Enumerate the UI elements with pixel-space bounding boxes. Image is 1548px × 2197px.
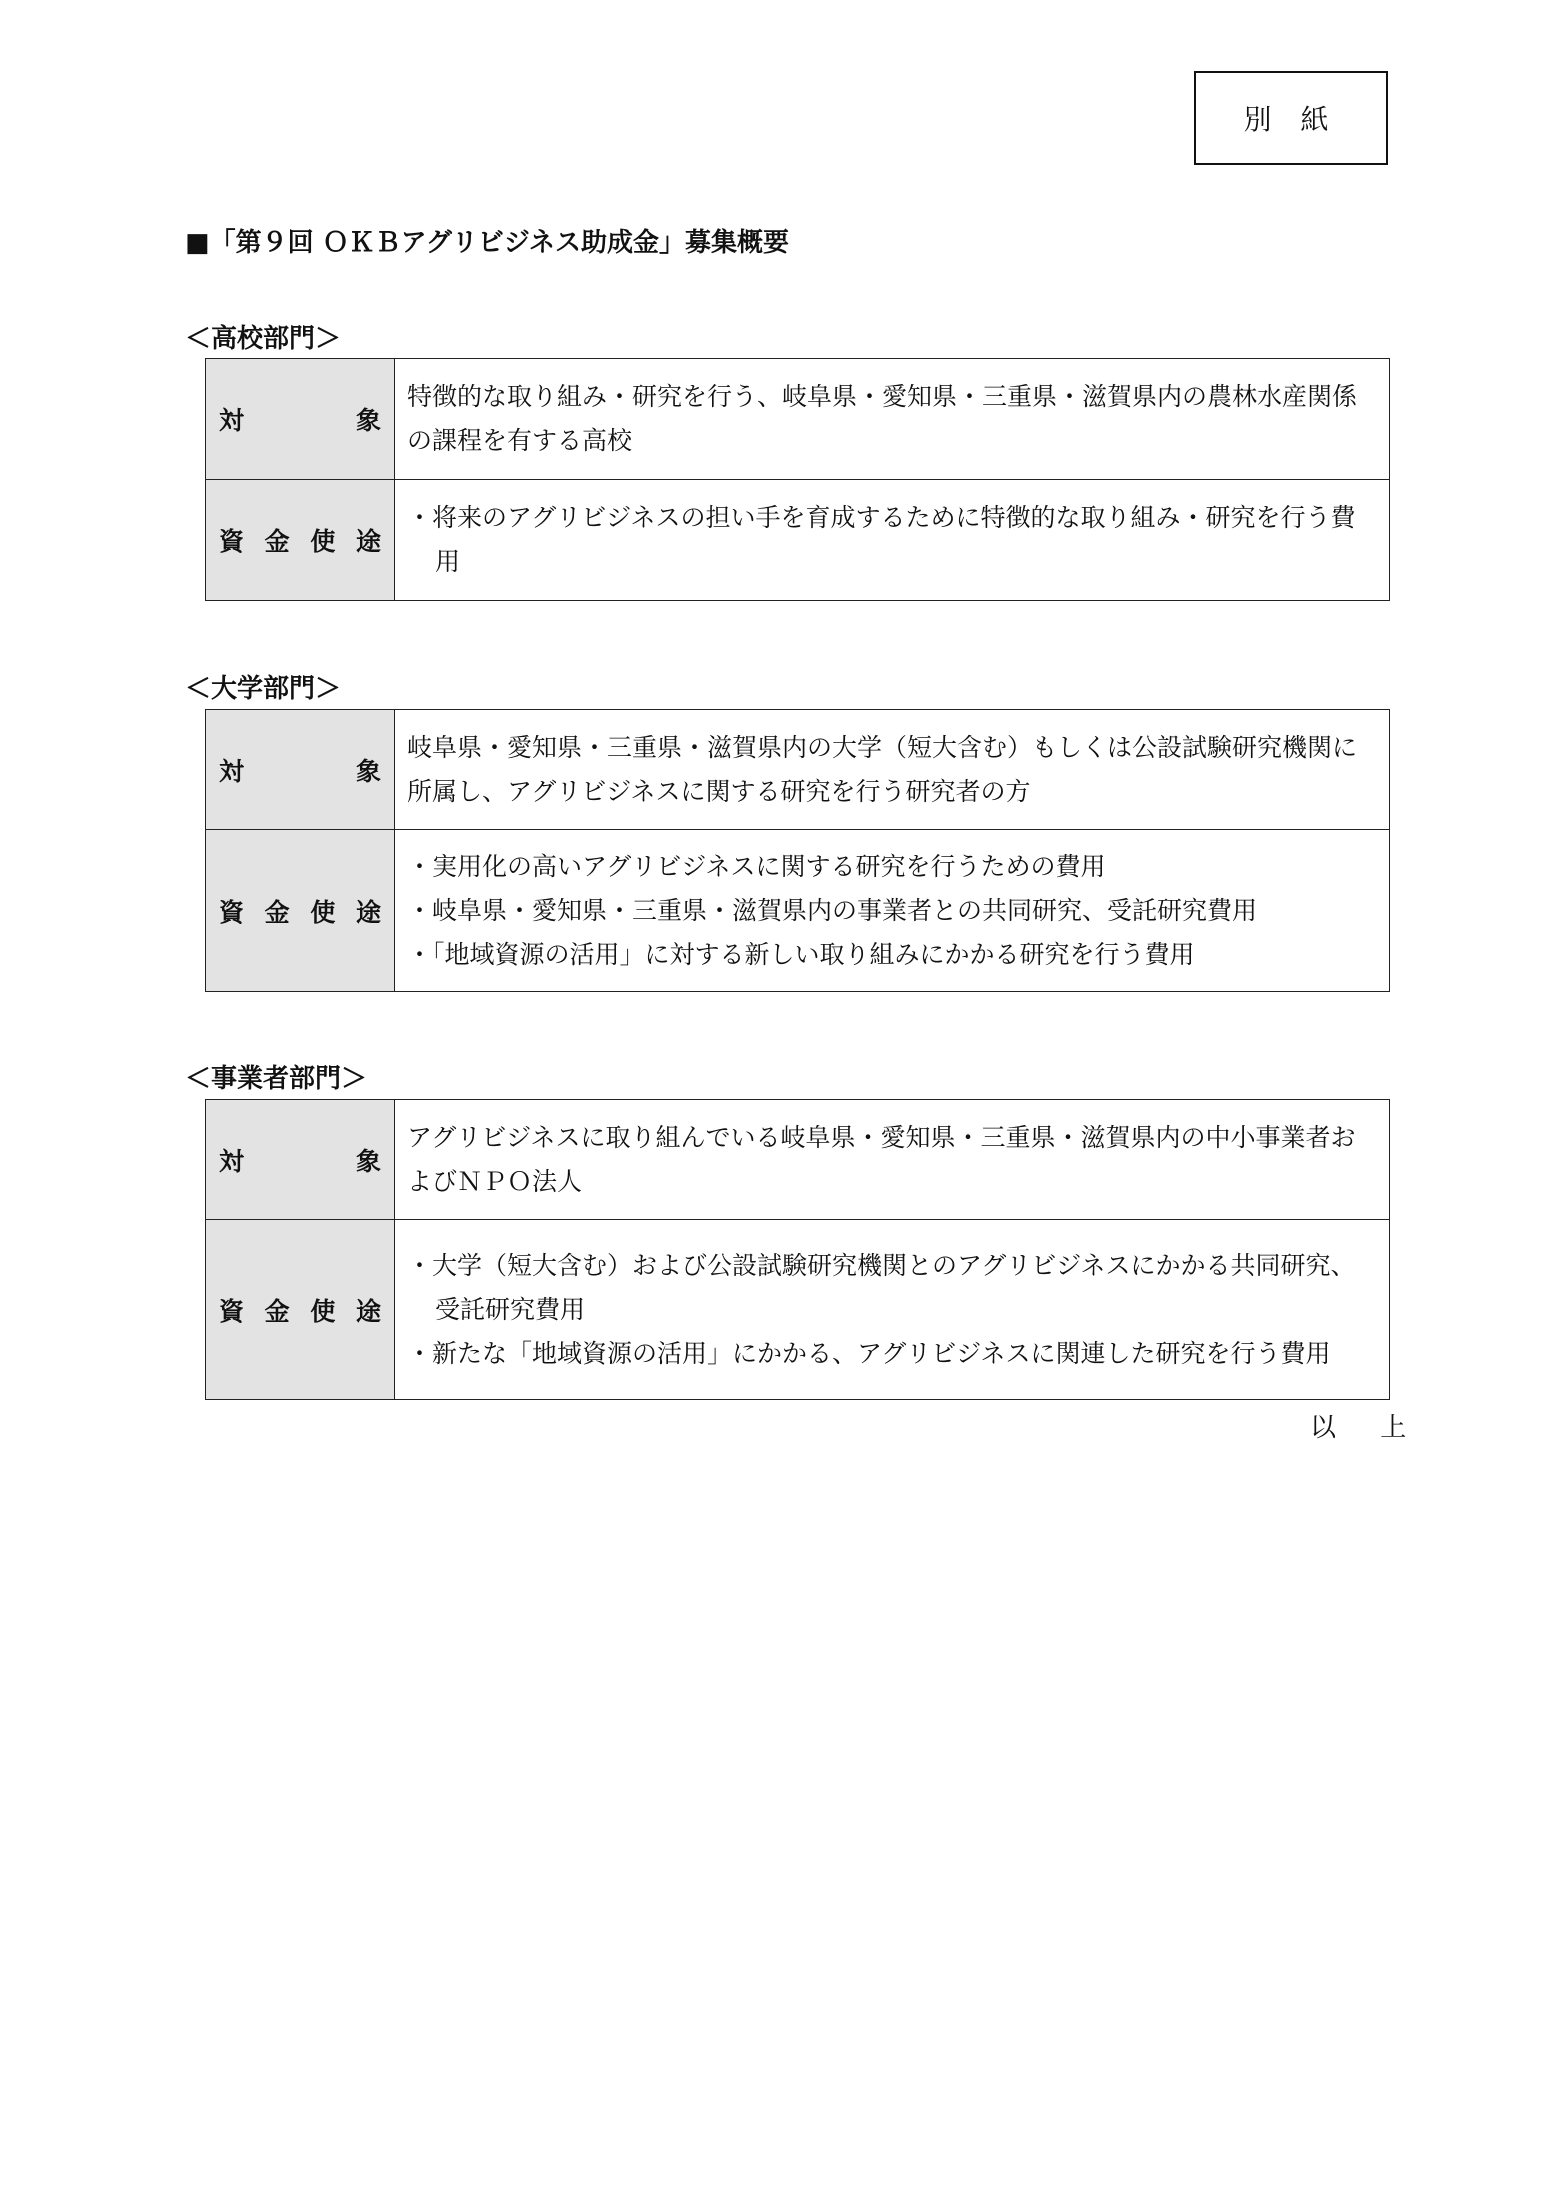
- fund-use-item: ・「地域資源の活用」に対する新しい取り組みにかかる研究を行う費用: [407, 939, 1195, 969]
- section-heading-business: ＜事業者部門＞: [185, 1064, 368, 1094]
- table-row: [206, 480, 1390, 601]
- fund-use-label-char: 使: [310, 897, 336, 927]
- target-content: 特徴的な取り組み・研究を行う、岐阜県・愛知県・三重県・滋賀県内の農林水産関係の課程を有する高校: [395, 359, 1390, 480]
- fund-use-label-char: 途: [355, 527, 381, 556]
- fund-use-item: ・岐阜県・愛知県・三重県・滋賀県内の事業者との共同研究、受託研究費用: [407, 895, 1258, 925]
- appendix-label: 別 紙: [1243, 103, 1339, 136]
- fund-use-label-char: 使: [310, 527, 336, 556]
- fund-use-item: ・将来のアグリビジネスの担い手を育成するために特徴的な取り組み・研究を行う費用: [407, 503, 1356, 576]
- fund-use-content: [395, 1220, 1390, 1400]
- target-label-char: 象: [355, 406, 381, 435]
- target-label-char: 対: [219, 756, 245, 786]
- fund-use-item: ・新たな「地域資源の活用」にかかる、アグリビジネスに関連した研究を行う費用: [407, 1338, 1331, 1368]
- target-label-char: 象: [355, 1146, 381, 1176]
- university-table: [205, 709, 1390, 992]
- fund-use-label-char: 金: [264, 527, 290, 556]
- table-row: [206, 359, 1390, 480]
- document-title: ■「第９回 ＯＫＢアグリビジネス助成金」募集概要: [185, 228, 790, 258]
- fund-use-label-char: 途: [355, 1296, 381, 1326]
- fund-use-label-char: 資: [219, 1296, 245, 1326]
- fund-use-label: [206, 1220, 395, 1400]
- fund-use-label-char: 使: [310, 1296, 336, 1326]
- table-row: [206, 830, 1390, 992]
- fund-use-content: [395, 480, 1390, 601]
- target-label: [206, 1100, 395, 1220]
- target-content: 岐阜県・愛知県・三重県・滋賀県内の大学（短大含む）もしくは公設試験研究機関に所属し、アグリビジネスに関する研究を行う研究者の方: [395, 710, 1390, 830]
- fund-use-item: ・大学（短大含む）および公設試験研究機関とのアグリビジネスにかかる共同研究、受託研究費用: [407, 1250, 1356, 1324]
- target-label-char: 象: [355, 756, 381, 786]
- target-label-char: 対: [219, 1146, 245, 1176]
- closing-mark: 以 上: [1310, 1413, 1425, 1443]
- fund-use-label-char: 金: [264, 897, 290, 927]
- fund-use-item: ・実用化の高いアグリビジネスに関する研究を行うための費用: [407, 851, 1106, 881]
- fund-use-label-char: 金: [264, 1296, 290, 1326]
- high-school-table: [205, 358, 1390, 601]
- section-heading-university: ＜大学部門＞: [185, 674, 342, 704]
- appendix-label-box: [1194, 71, 1388, 165]
- target-label-char: 対: [219, 406, 245, 435]
- fund-use-label-char: 途: [355, 897, 381, 927]
- fund-use-label-char: 資: [219, 897, 245, 927]
- section-heading-high-school: ＜高校部門＞: [185, 324, 342, 354]
- fund-use-label: [206, 830, 395, 992]
- table-row: [206, 1220, 1390, 1400]
- table-row: [206, 710, 1390, 830]
- target-label: [206, 710, 395, 830]
- fund-use-content: [395, 830, 1390, 992]
- business-table: [205, 1099, 1390, 1400]
- target-content: アグリビジネスに取り組んでいる岐阜県・愛知県・三重県・滋賀県内の中小事業者およびＮＰＯ法人: [395, 1100, 1390, 1220]
- target-label: [206, 359, 395, 480]
- fund-use-label: [206, 480, 395, 601]
- table-row: [206, 1100, 1390, 1220]
- fund-use-label-char: 資: [219, 527, 245, 556]
